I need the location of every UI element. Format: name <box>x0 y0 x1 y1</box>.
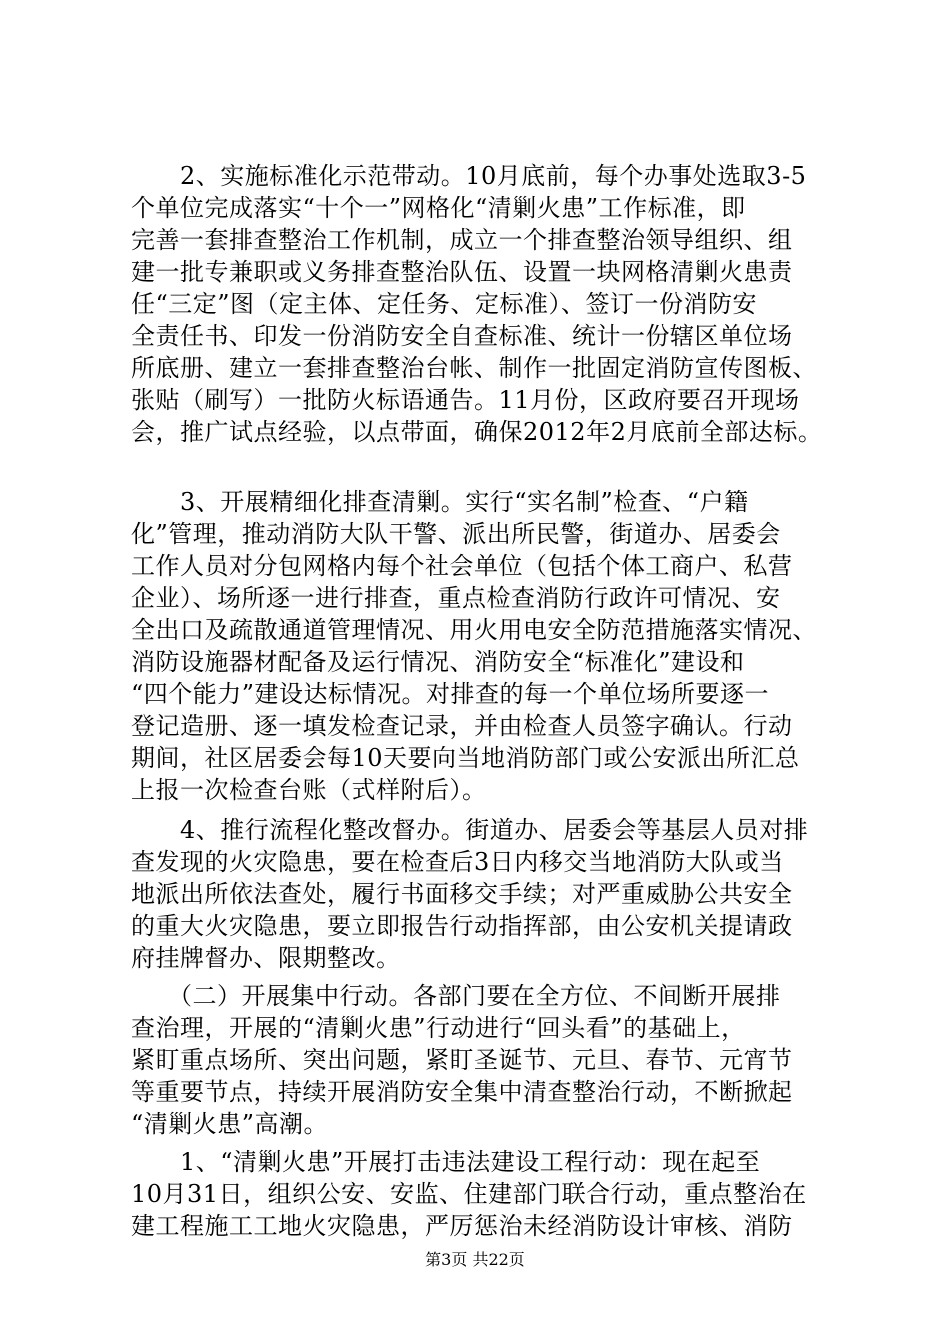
text-line: 全责任书、印发一份消防安全自查标准、统计一份辖区单位场 <box>131 322 793 350</box>
text-line: 任“三定”图（定主体、定任务、定标准）、签订一份消防安 <box>131 290 758 318</box>
text-line: 等重要节点，持续开展消防安全集中清查整治行动，不断掀起 <box>131 1078 793 1106</box>
text-line: 1、“清剿火患”开展打击违法建设工程行动：现在起至 <box>131 1148 761 1176</box>
text-line: 紧盯重点场所、突出问题，紧盯圣诞节、元旦、春节、元宵节 <box>131 1046 793 1074</box>
text-line: 消防设施器材配备及运行情况、消防安全“标准化”建设和 <box>131 648 745 676</box>
text-line: 化”管理，推动消防大队干警、派出所民警，街道办、居委会 <box>131 520 781 548</box>
text-line: 建一批专兼职或义务排查整治队伍、设置一块网格清剿火患责 <box>131 258 793 286</box>
text-line: 建工程施工工地火灾隐患，严厉惩治未经消防设计审核、消防 <box>131 1212 793 1240</box>
text-line: 上报一次检查台账（式样附后）。 <box>131 776 487 804</box>
text-line: 的重大火灾隐患，要立即报告行动指挥部，由公安机关提请政 <box>131 912 793 940</box>
text-line: 全出口及疏散通道管理情况、用火用电安全防范措施落实情况、 <box>131 616 817 644</box>
text-line: 登记造册、逐一填发检查记录，并由检查人员签字确认。行动 <box>131 712 793 740</box>
text-line: 期间，社区居委会每10天要向当地消防部门或公安派出所汇总 <box>131 744 800 772</box>
text-line: 10月31日，组织公安、安监、住建部门联合行动，重点整治在 <box>131 1180 807 1208</box>
text-line: 个单位完成落实“十个一”网格化“清剿火患”工作标准，即 <box>131 194 746 222</box>
text-line: 4、推行流程化整改督办。街道办、居委会等基层人员对排 <box>131 816 809 844</box>
text-line: 查发现的火灾隐患，要在检查后3日内移交当地消防大队或当 <box>131 848 784 876</box>
text-line: “清剿火患”高潮。 <box>131 1110 329 1138</box>
text-line: 会，推广试点经验，以点带面，确保2012年2月底前全部达标。 <box>131 418 823 446</box>
text-line: 地派出所依法查处，履行书面移交手续；对严重威胁公共安全 <box>131 880 793 908</box>
text-line: （二）开展集中行动。各部门要在全方位、不间断开展排 <box>131 982 781 1010</box>
text-line: 所底册、建立一套排查整治台帐、制作一批固定消防宣传图板、 <box>131 354 817 382</box>
text-line: 查治理，开展的“清剿火患”行动进行“回头看”的基础上， <box>131 1014 746 1042</box>
text-line: 2、实施标准化示范带动。10月底前，每个办事处选取3-5 <box>131 162 807 190</box>
page-footer: 第3页 共22页 <box>425 1250 525 1269</box>
text-line: 3、开展精细化排查清剿。实行“实名制”检查、“户籍 <box>131 488 749 516</box>
text-line: 企业）、场所逐一进行排查，重点检查消防行政许可情况、安 <box>131 584 781 612</box>
text-line: “四个能力”建设达标情况。对排查的每一个单位场所要逐一 <box>131 680 770 708</box>
text-line: 完善一套排查整治工作机制，成立一个排查整治领导组织、组 <box>131 226 793 254</box>
text-line: 府挂牌督办、限期整改。 <box>131 944 401 972</box>
text-line: 张贴（刷写）一批防火标语通告。11月份，区政府要召开现场 <box>131 386 800 414</box>
text-line: 工作人员对分包网格内每个社会单位（包括个体工商户、私营 <box>131 552 793 580</box>
